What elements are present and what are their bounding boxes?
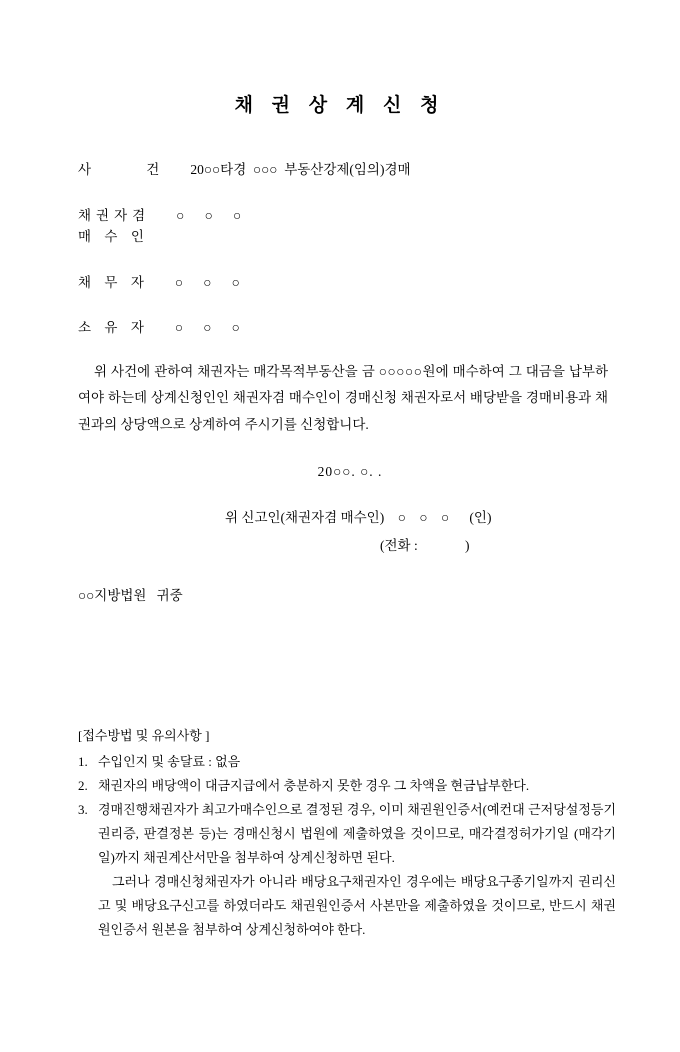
field-row-case xyxy=(78,159,610,181)
court-line: ○○지방법원 귀중 xyxy=(78,587,183,603)
date-line: 20○○. ○. . xyxy=(317,463,383,479)
body-paragraph: 위 사건에 관하여 채권자는 매각목적부동산을 금 ○○○○○원에 매수하여 그 대금을 납부하여야 하는데 상계신청인인 채권자겸 매수인이 경매신청 채권자로서 배당받을 경매비용과 채권과의 상당액으로 상계하여 주시기를 신청합니다. xyxy=(78,363,608,432)
field-label-case: 사 건 xyxy=(78,162,165,177)
note-text: 채권자의 배당액이 대금지급에서 충분하지 못한 경우 그 차액을 현금납부한다. xyxy=(98,778,530,793)
field-row-owner xyxy=(78,317,610,339)
field-label-debtor: 채 무 자 xyxy=(78,274,149,290)
phone-line: (전화 : ) xyxy=(380,537,470,553)
field-label-creditor: 채권자겸 xyxy=(78,207,151,223)
field-label-buyer: 매 수 인 xyxy=(78,229,149,245)
document-page xyxy=(0,90,680,1052)
note-text: 수입인지 및 송달료 : 없음 xyxy=(98,753,241,769)
field-label-owner: 소 유 자 xyxy=(78,320,149,336)
field-value-owner: ○ ○ ○ xyxy=(174,320,240,336)
notes-title: [접수방법 및 유의사항 ] xyxy=(78,727,210,743)
note-item xyxy=(78,798,616,870)
note-number: 3. xyxy=(78,802,88,818)
signer-line: 위 신고인(채권자겸 매수인) ○ ○ ○ (인) xyxy=(225,509,492,525)
field-row-debtor xyxy=(78,272,610,294)
case-fields xyxy=(78,159,610,339)
field-value-case: 20○○타경 ○○○ 부동산강제(임의)경매 xyxy=(190,162,411,177)
note-number: 2. xyxy=(78,778,88,793)
notes-section xyxy=(78,724,616,942)
field-value-debtor: ○ ○ ○ xyxy=(174,274,240,290)
note-trailing-paragraph: 그러나 경매신청채권자가 아니라 배당요구채권자인 경우에는 배당요구종기일까지 권리신고 및 배당요구신고를 하였더라도 채권원인증서 사본만을 제출하였을 것이므로, 반드시 채권원인증서 원본을 첨부하여 상계신청하여야 한다. xyxy=(98,874,616,938)
note-text: 경매진행채권자가 최고가매수인으로 결정된 경우, 이미 채권원인증서(예컨대 근저당설정등기권리증, 판결정본 등)는 경매신청시 법원에 제출하였을 것이므로, 매각결정허가기일 (매각기일)까지 채권계산서만을 첨부하여 상계신청하면 된다. xyxy=(98,802,616,866)
page-title: 채 권 상 계 신 청 xyxy=(234,95,446,116)
note-item xyxy=(78,750,616,774)
field-value-creditor: ○ ○ ○ xyxy=(176,207,242,223)
field-row-creditor xyxy=(78,205,610,227)
note-item xyxy=(78,774,616,798)
note-number: 1. xyxy=(78,753,88,769)
field-row-buyer xyxy=(78,226,610,248)
